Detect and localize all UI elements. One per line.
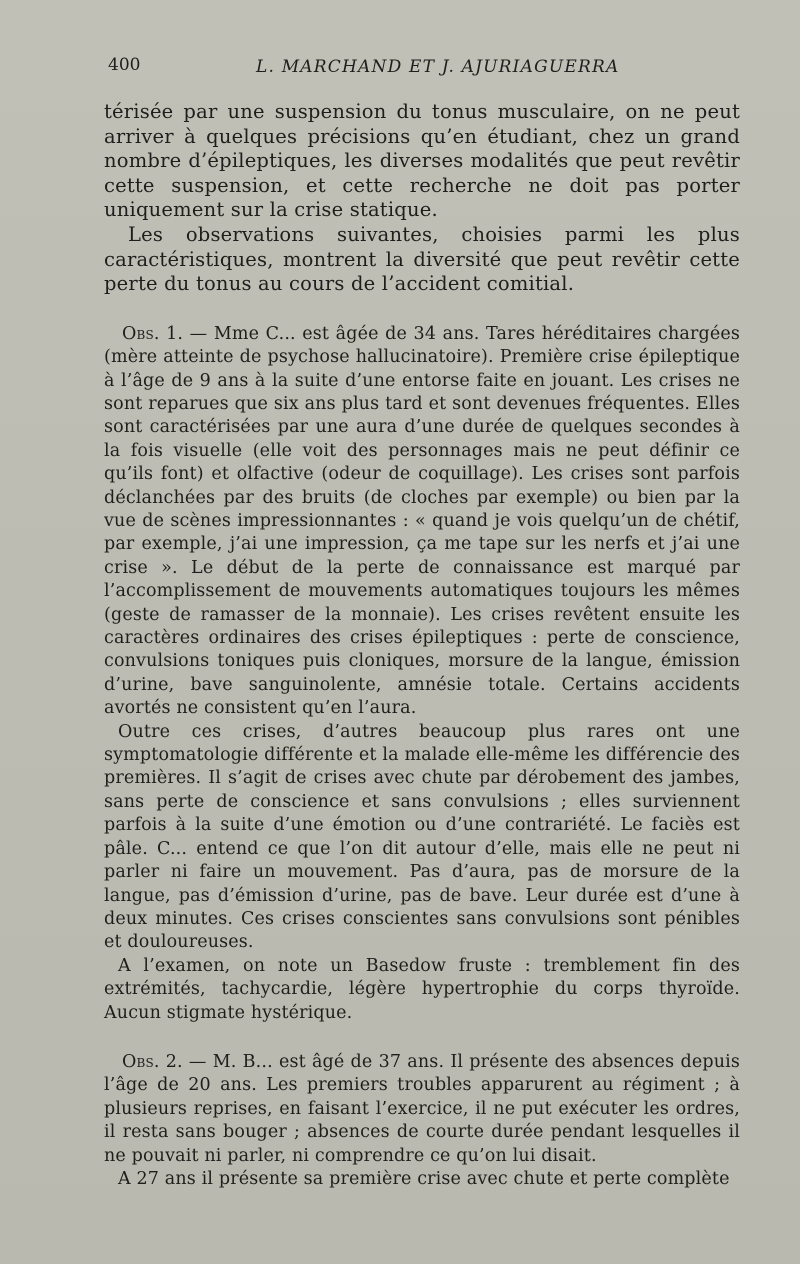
page-number: 400 [108, 55, 141, 75]
running-head: L. MARCHAND ET J. AJURIAGUERRA [256, 57, 620, 77]
page-header [108, 55, 738, 79]
observation-2-text: — M. B... est âgé de 37 ans. Il présente des absences depuis l’âge de 20 ans. Les premiers troubles apparurent au régiment ; à plusieurs reprises, en faisant l’exercice, il ne put exécuter les ordres, il resta sans bouger ; absences de courte durée pendant lesquelles il ne pouvait ni parler, ni comprendre ce qu’on lui disait. [104, 1051, 740, 1166]
observation-2-paragraph-2: A 27 ans il présente sa première crise avec chute et perte complète [118, 1168, 730, 1189]
observation-1-paragraph-2: Outre ces crises, d’autres beaucoup plus rares ont une symptomatologie différente et la malade elle-même les différencie des premières. Il s’agit de crises avec chute par dérobement des jambes, sans perte de conscience et sans convulsions ; elles surviennent parfois à la suite d’une émotion ou d’une contrariété. Le faciès est pâle. C... entend ce que l’on dit autour d’elle, mais elle ne peut ni parler ni faire un mouvement. Pas d’aura, pas de morsure de la langue, pas d’émission d’urine, pas de bave. Leur durée est d’une à deux minutes. Ces crises conscientes sans convulsions sont pénibles et douloureuses. [104, 721, 740, 953]
observation-2 [104, 1051, 740, 1168]
paragraph-intro: térisée par une suspension du tonus musculaire, on ne peut arriver à quelques précisions qu’en étudiant, chez un grand nombre d’épileptiques, les diverses modalités que peut revêtir cette suspension, et cette recherche ne doit pas porter uniquement sur la crise statique. [104, 100, 740, 222]
observation-2-label: Obs. 2. [122, 1051, 183, 1072]
body-text [104, 100, 740, 1191]
section-gap [104, 1025, 740, 1051]
observation-1-paragraph-3: A l’examen, on note un Basedow fruste : tremblement fin des extrémités, tachycardie, légère hypertrophie du corps thyroïde. Aucun stigmate hystérique. [104, 955, 740, 1023]
section-gap [104, 297, 740, 323]
observation-1-text: — Mme C... est âgée de 34 ans. Tares héréditaires chargées (mère atteinte de psychose hallucinatoire). Première crise épileptique à l’âge de 9 ans à la suite d’une entorse faite en jouant. Les crises ne sont reparues que six ans plus tard et sont devenues fréquentes. Elles sont caractérisées par une aura d’une durée de quelques secondes à la fois visuelle (elle voit des personnages mais ne peut définir ce qu’ils font) et olfactive (odeur de coquillage). Les crises sont parfois déclanchées par des bruits (de cloches par exemple) ou bien par la vue de scènes impressionnantes : « quand je vois quelqu’un de chétif, par exemple, j’ai une impression, ça me tape sur les nerfs et j’ai une crise ». Le début de la perte de connaissance est marqué par l’accomplissement de mouvements automatiques toujours les mêmes (geste de ramasser de la monnaie). Les crises revêtent ensuite les caractères ordinaires des crises épileptiques : perte de conscience, convulsions toniques puis cloniques, morsure de la langue, émission d’urine, bave sanguinolente, amnésie totale. Certains accidents avortés ne consistent qu’en l’aura. [104, 323, 740, 719]
paragraph-observations-intro: Les observations suivantes, choisies parmi les plus caractéristiques, montrent la diversité que peut revêtir cette perte du tonus au cours de l’accident comitial. [104, 222, 740, 296]
observation-1 [104, 323, 740, 721]
observation-1-label: Obs. 1. [122, 323, 184, 344]
